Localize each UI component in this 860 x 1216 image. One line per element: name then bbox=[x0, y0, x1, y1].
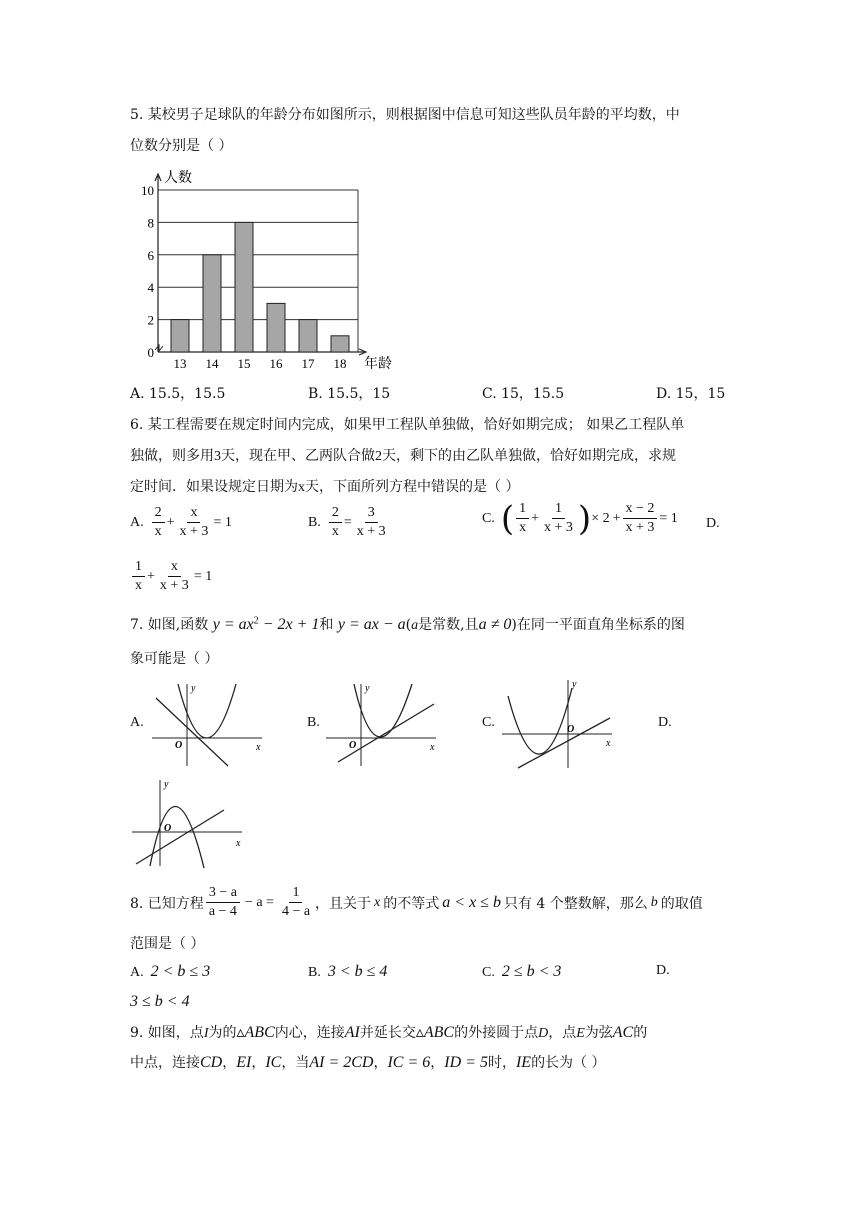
svg-text:y: y bbox=[572, 679, 577, 690]
q8-option-d: 3 ≤ b < 4 bbox=[130, 993, 190, 1010]
q8-line2: 范围是（ ） bbox=[130, 936, 205, 952]
q8-option-a: A. 2 < b ≤ 3 bbox=[130, 963, 211, 980]
q5-option-d: D. 15，15 bbox=[656, 386, 726, 402]
y-tick-label: 10 bbox=[141, 183, 154, 198]
bar bbox=[267, 303, 285, 352]
q8-line1: 8. 已知方程 $\frac{3 - a}{a - 4}$ − a = $\frac{1}{4 - a}$ ，且关于 x 的不等式 a < x ≤ b 只有 4 个整数解，那么 b 的取值 bbox=[130, 885, 703, 919]
q9-line1: 9. 如图，点I为的▵ABC内心，连接AI并延长交▵ABC的外接圆于点D，点E为弦AC的 bbox=[130, 1024, 648, 1041]
q5-line2: 位数分别是（ ） bbox=[130, 138, 233, 154]
x-tick-label: 14 bbox=[205, 356, 219, 371]
q6-line3: 定时间．如果设规定日期为x天，下面所列方程中错误的是（ ） bbox=[130, 479, 520, 495]
q6-option-a: A. $\frac{2}{x}$ + $\frac{x}{x + 3}$ = 1 bbox=[130, 505, 232, 539]
q7-label-c: C. bbox=[482, 715, 495, 730]
q8-option-c: C. 2 ≤ b < 3 bbox=[482, 963, 562, 980]
q7-label-b: B. bbox=[307, 715, 320, 730]
q5-option-a: A. 15.5，15.5 bbox=[130, 386, 226, 402]
x-tick-label: 16 bbox=[269, 356, 283, 371]
svg-text:O: O bbox=[349, 740, 357, 751]
bar bbox=[203, 255, 221, 352]
svg-text:O: O bbox=[164, 823, 172, 834]
q6-line2: 独做，则多用3天，现在甲、乙两队合做2天，剩下的由乙队单独做，恰好如期完成，求规 bbox=[130, 448, 676, 464]
svg-text:x: x bbox=[606, 738, 611, 749]
q5-line1: 5. 某校男子足球队的年龄分布如图所示，则根据图中信息可知这些队员年龄的平均数，中 bbox=[130, 107, 680, 123]
y-tick-label: 2 bbox=[147, 312, 154, 328]
bar bbox=[331, 336, 349, 352]
bar bbox=[235, 222, 253, 352]
q6-option-b: B. $\frac{2}{x}$ = $\frac{3}{x + 3}$ bbox=[308, 505, 386, 539]
svg-text:y: y bbox=[164, 779, 169, 790]
q7-label-d: D. bbox=[658, 715, 672, 730]
q5-option-c: C. 15，15.5 bbox=[482, 386, 565, 402]
svg-text:y: y bbox=[365, 683, 370, 694]
q6-option-d-label: D. bbox=[706, 516, 720, 531]
q8-option-b: B. 3 < b ≤ 4 bbox=[308, 963, 388, 980]
q6-option-d: $\frac{1}{x}$ + $\frac{x}{x + 3}$ = 1 bbox=[130, 558, 212, 595]
q6-option-c: C. ( $\frac{1}{x}$ + $\frac{1}{x + 3}$ ) × 2 + $\frac{x - 2}{x + 3}$ = 1 bbox=[482, 498, 678, 539]
q5-option-b: B. 15.5，15 bbox=[308, 386, 391, 402]
axis-break bbox=[155, 345, 163, 351]
x-tick-label: 13 bbox=[173, 356, 187, 371]
q8-option-d-label: D. bbox=[656, 963, 670, 978]
svg-text:x: x bbox=[236, 838, 241, 849]
x-axis-label: 年龄 bbox=[364, 357, 392, 372]
bar bbox=[171, 320, 189, 352]
x-tick-label: 17 bbox=[301, 356, 315, 371]
q7-graph-d bbox=[128, 776, 248, 870]
svg-text:x: x bbox=[256, 742, 261, 753]
q9-line2: 中点，连接CD，EI，IC，当AI = 2CD，IC = 6，ID = 5时，IE的长为（ ） bbox=[130, 1054, 606, 1071]
q7-graph-c bbox=[498, 676, 618, 772]
age-bar-chart bbox=[128, 168, 400, 376]
svg-text:y: y bbox=[191, 683, 196, 694]
x-tick-label: 18 bbox=[333, 356, 347, 371]
svg-text:O: O bbox=[567, 724, 575, 735]
y-tick-label: 4 bbox=[147, 280, 154, 296]
q7-label-a: A. bbox=[130, 715, 144, 730]
y-tick-label: 0 bbox=[147, 345, 154, 360]
y-tick-label: 8 bbox=[147, 215, 154, 231]
svg-text:O: O bbox=[175, 740, 183, 751]
q7-line1: 7. 如图,函数 $y = ax^2 - 2x + 1$和 y = ax − a(a是常数,且a ≠ 0)在同一平面直角坐标系的图 bbox=[130, 615, 685, 633]
y-tick-label: 6 bbox=[147, 247, 154, 263]
bar bbox=[299, 320, 317, 352]
svg-text:x: x bbox=[430, 742, 435, 753]
q7-line2: 象可能是（ ） bbox=[130, 651, 219, 667]
q7-graph-a bbox=[148, 680, 268, 770]
q6-line1: 6. 某工程需要在规定时间内完成，如果甲工程队单独做，恰好如期完成； 如果乙工程队单 bbox=[130, 417, 685, 433]
y-axis-label: 人数 bbox=[164, 171, 192, 186]
x-tick-label: 15 bbox=[237, 356, 251, 371]
q7-graph-b bbox=[322, 680, 442, 770]
